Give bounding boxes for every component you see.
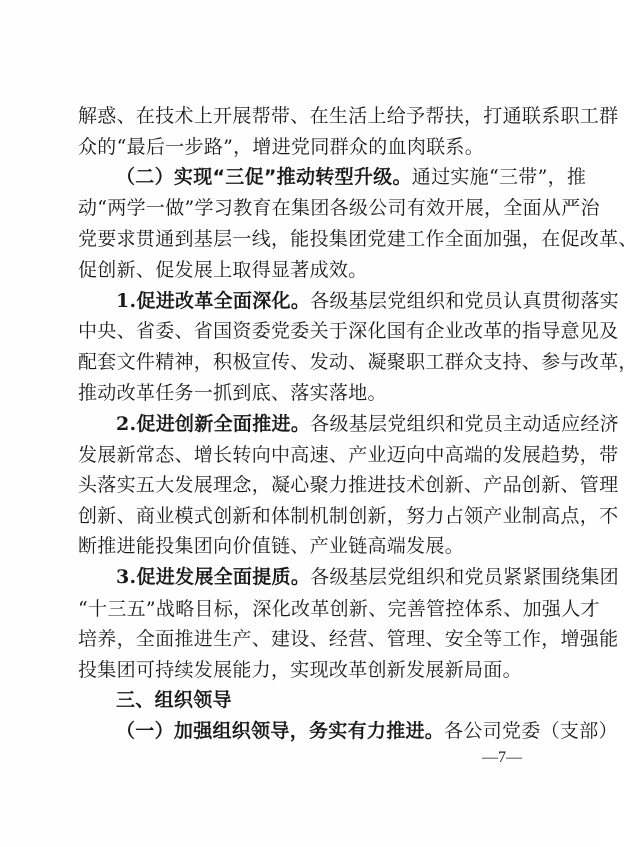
item-paragraph (116, 412, 619, 436)
item-paragraph (116, 289, 619, 313)
item-title: 1.促进改革全面深化。 (116, 290, 311, 312)
body-text: 各级基层党组织和党员主动适应经济 (310, 413, 619, 435)
body-line: 发展新常态、增长转向中高速、产业迈向中高端的发展趋势，带 (78, 444, 619, 466)
subsection-paragraph (116, 719, 618, 743)
subsection-paragraph (116, 165, 587, 189)
body-line: 断推进能投集团向价值链、产业链高端发展。 (78, 535, 465, 557)
subsection-title: （一）加强组织领导，务实有力推进。 (116, 720, 445, 742)
body-line: 培养，全面推进生产、建设、经营、管理、安全等工作，增强能 (78, 628, 619, 650)
subsection-title: （二）实现“三促”推动转型升级。 (116, 166, 412, 188)
item-title: 2.促进创新全面推进。 (116, 413, 311, 435)
body-line: 动“两学一做”学习教育在集团各级公司有效开展，全面从严治 (78, 197, 600, 219)
body-line: 解惑、在技术上开展帮带、在生活上给予帮扶，打通联系职工群 (78, 105, 619, 127)
body-line: 推动改革任务一抓到底、落实落地。 (78, 382, 387, 404)
item-paragraph (116, 565, 619, 589)
body-line: 中央、省委、省国资委党委关于深化国有企业改革的指导意见及 (78, 320, 619, 342)
body-line: 配套文件精神，积极宣传、发动、凝聚职工群众支持、参与改革， (78, 351, 638, 373)
body-line: 创新、商业模式创新和体制机制创新，努力占领产业制高点，不 (78, 505, 619, 527)
body-text: 各级基层党组织和党员紧紧围绕集团 (310, 566, 619, 588)
body-text: 各公司党委（支部） (444, 720, 618, 742)
body-line: 投集团可持续发展能力，实现改革创新发展新局面。 (78, 659, 522, 681)
section-title: 三、组织领导 (116, 689, 232, 711)
body-line: “十三五”战略目标，深化改革创新、完善管控体系、加强人才 (78, 598, 600, 620)
body-line: 党要求贯通到基层一线，能投集团党建工作全面加强，在促改革、 (78, 228, 638, 250)
body-text: 通过实施“三带”，推 (411, 166, 587, 188)
body-line: 头落实五大发展理念，凝心聚力推进技术创新、产品创新、管理 (78, 474, 619, 496)
item-title: 3.促进发展全面提质。 (116, 566, 311, 588)
body-line: 促创新、促发展上取得显著成效。 (78, 259, 368, 281)
body-text: 各级基层党组织和党员认真贯彻落实 (310, 290, 619, 312)
page-number: —7— (482, 749, 522, 766)
body-line: 众的“最后一步路”，增进党同群众的血肉联系。 (78, 136, 485, 158)
